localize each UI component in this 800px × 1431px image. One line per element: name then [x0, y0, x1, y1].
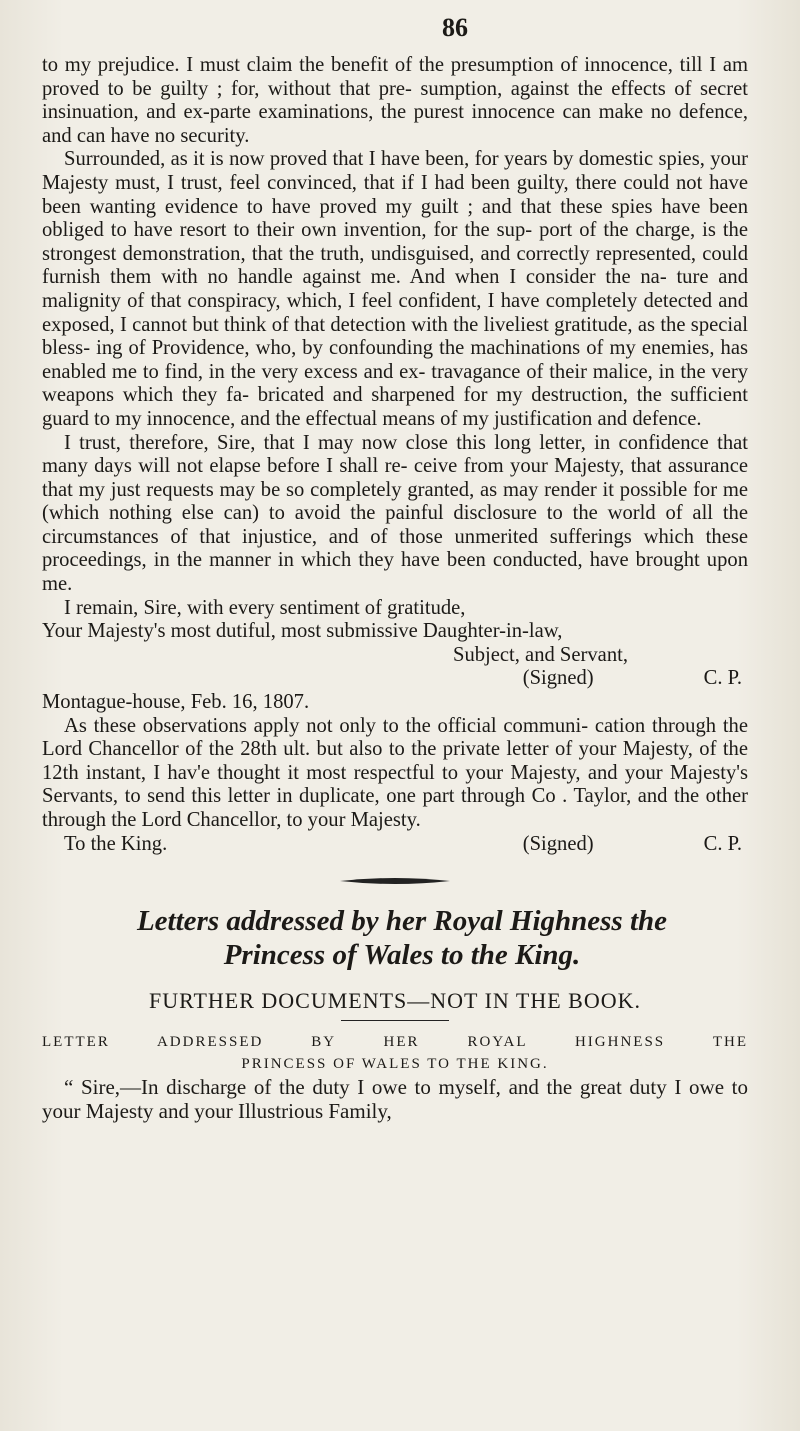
page-number: 86 — [442, 13, 468, 42]
paragraph-domestic-spies: Surrounded, as it is now proved that I have been, for years by domestic spies, your Majesty must, I trust, feel convinced, that if I had been guilty, there could not have been wanting evidence to have proved my guilt ; and that these spies have been obliged to have resort to their own invention, for the sup- port of the charge, is the strongest demonstration, that the truth, undisguised, and correctly represented, could furnish them with no handle against me. And when I consider the na- ture and malignity of that conspiracy, which, I feel confident, I have completely detected and exposed, I cannot but think of that detection with the liveliest gratitude, as the special bless- ing of Providence, who, by confounding the machinations of my enemies, has enabled me to find, in the very excess and ex- travagance of their malice, in the very weapons which they fa- bricated and sharpened for my destruction, the sufficient guard to my innocence, and the effectual means of my justification and defence. — [42, 148, 748, 430]
paragraph-close-letter: I trust, therefore, Sire, that I may now close this long letter, in confidence that many days will not elapse before I shall re- ceive from your Majesty, that assurance that my just requests may be so completely granted, as may render it possible for me (which nothing else can) to avoid the painful disclosure to the world of all the circumstances of that injustice, and of those unmerited sufferings which these proceedings, in the manner in which they have been conducted, have brought upon me. — [42, 431, 748, 596]
paragraph-presumption: to my prejudice. I must claim the benefit of the presumption of innocence, till I am proved to be guilty ; for, without that pre- sumption, against the effects of secret insinuation, and ex-parte examinations, the purest innocence can make no defence, and can have no security. — [42, 54, 748, 147]
letter-heading-line-2: PRINCESS OF WALES TO THE KING. — [241, 1056, 549, 1073]
place-date: Montague-house, Feb. 16, 1807. — [42, 691, 310, 714]
closing-line-1 — [42, 597, 748, 621]
postscript-signed: (Signed) — [522, 832, 594, 855]
closing-line-3 — [42, 644, 748, 668]
ornament-divider — [42, 856, 748, 904]
postscript-to-king: To the King. — [64, 832, 168, 855]
section-heading-line-1: Letters addressed by her Royal Highness the — [136, 905, 668, 938]
further-documents-title: FURTHER DOCUMENTS—NOT IN THE BOOK. — [148, 988, 642, 1014]
title-rule — [341, 1020, 449, 1021]
signature-row — [42, 667, 748, 691]
closing-subject: Subject, and Servant, — [452, 643, 628, 666]
letter-opening: “ Sire,—In discharge of the duty I owe to myself, and the great duty I owe to your Majesty and your Illustrious Family, — [42, 1075, 748, 1124]
section-heading-line-2: Princess of Wales to the King. — [223, 939, 581, 972]
ornament-rule-icon — [340, 876, 450, 886]
closing-remain: I remain, Sire, with every sentiment of gratitude, — [64, 596, 466, 619]
place-date-row — [42, 691, 748, 715]
closing-line-2 — [42, 620, 748, 644]
signature-signed: (Signed) — [522, 667, 594, 690]
postscript-sign-row — [42, 833, 748, 857]
paragraph-postscript: As these observations apply not only to the official communi- cation through the Lord Chancellor of the 28th ult. but also to the private letter of your Majesty, of the 12th instant, I hav'e thought it most respectful to your Majesty, and your Majesty's Servants, to send this letter in duplicate, one part through Co . Taylor, and the other through the Lord Chancellor, to your Majesty. — [42, 714, 748, 831]
signature-initials: C. P. — [703, 667, 742, 690]
section-heading — [42, 904, 748, 972]
letter-heading-line-1: LETTER ADDRESSED BY HER ROYAL HIGHNESS THE — [42, 1034, 748, 1051]
postscript-initials: C. P. — [703, 832, 742, 855]
closing-subscription: Your Majesty's most dutiful, most submissive Daughter-in-law, — [42, 620, 563, 643]
